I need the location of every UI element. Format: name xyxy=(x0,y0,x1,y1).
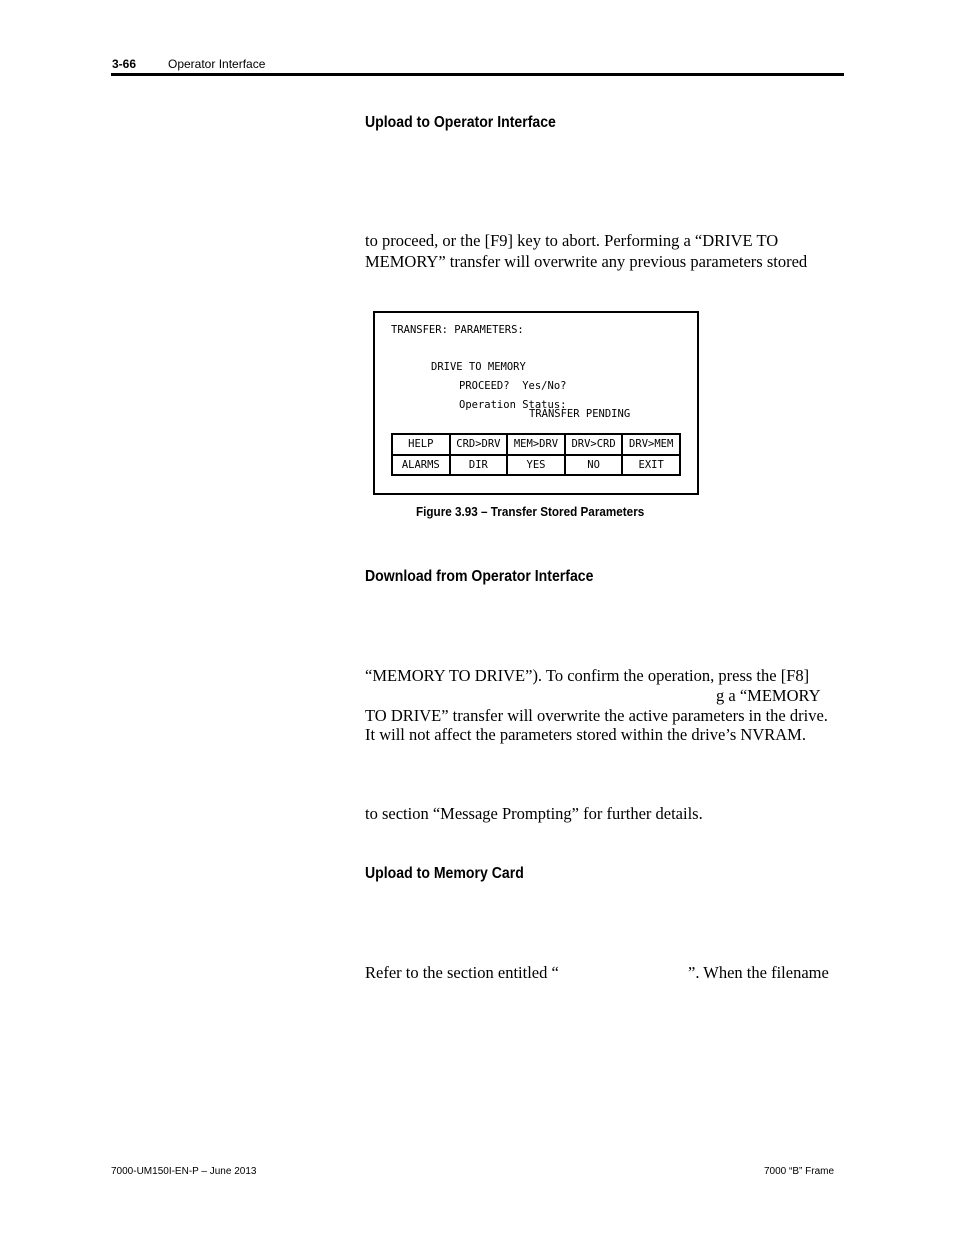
screen-title: TRANSFER: PARAMETERS: xyxy=(391,324,524,336)
body-line: to section “Message Prompting” for further details. xyxy=(365,804,703,823)
heading-download-from-operator-interface: Download from Operator Interface xyxy=(365,568,594,585)
figure-caption: Figure 3.93 – Transfer Stored Parameters xyxy=(416,504,645,519)
function-key-grid xyxy=(391,433,681,476)
fkey-no: NO xyxy=(566,456,622,475)
body-line: TO DRIVE” transfer will overwrite the active parameters in the drive. xyxy=(365,706,828,725)
footer-publication: 7000-UM150I-EN-P – June 2013 xyxy=(111,1166,257,1177)
body-line: MEMORY” transfer will overwrite any previous parameters stored xyxy=(365,252,808,271)
fkey-help: HELP xyxy=(393,435,449,454)
heading-upload-to-operator-interface: Upload to Operator Interface xyxy=(365,114,556,131)
body-line: It will not affect the parameters stored within the drive’s NVRAM. xyxy=(365,725,806,744)
fkey-dir: DIR xyxy=(451,456,507,475)
fkey-exit: EXIT xyxy=(623,456,679,475)
page-number: 3-66 xyxy=(112,57,137,71)
header-rule xyxy=(111,73,844,76)
fkey-drv-to-crd: DRV>CRD xyxy=(566,435,622,454)
body-line: g a “MEMORY xyxy=(716,686,821,705)
fkey-alarms: ALARMS xyxy=(393,456,449,475)
screen-prompt: PROCEED? Yes/No? xyxy=(459,380,567,392)
body-line-start: Refer to the section entitled “ xyxy=(365,963,559,982)
heading-upload-to-memory-card: Upload to Memory Card xyxy=(365,865,524,882)
screen-status-label: Operation Status: xyxy=(459,399,567,411)
body-line: “MEMORY TO DRIVE”). To confirm the operation, press the [F8] xyxy=(365,666,810,685)
fkey-yes: YES xyxy=(508,456,564,475)
body-line: to proceed, or the [F9] key to abort. Performing a “DRIVE TO xyxy=(365,231,779,250)
body-line-end: ”. When the filename xyxy=(688,963,829,982)
screen-status-value: TRANSFER PENDING xyxy=(529,408,631,420)
fkey-crd-to-drv: CRD>DRV xyxy=(451,435,507,454)
running-header-title: Operator Interface xyxy=(168,57,266,71)
fkey-mem-to-drv: MEM>DRV xyxy=(508,435,564,454)
fkey-drv-to-mem: DRV>MEM xyxy=(623,435,679,454)
screen-mode: DRIVE TO MEMORY xyxy=(431,361,526,373)
footer-product: 7000 “B” Frame xyxy=(764,1166,835,1177)
